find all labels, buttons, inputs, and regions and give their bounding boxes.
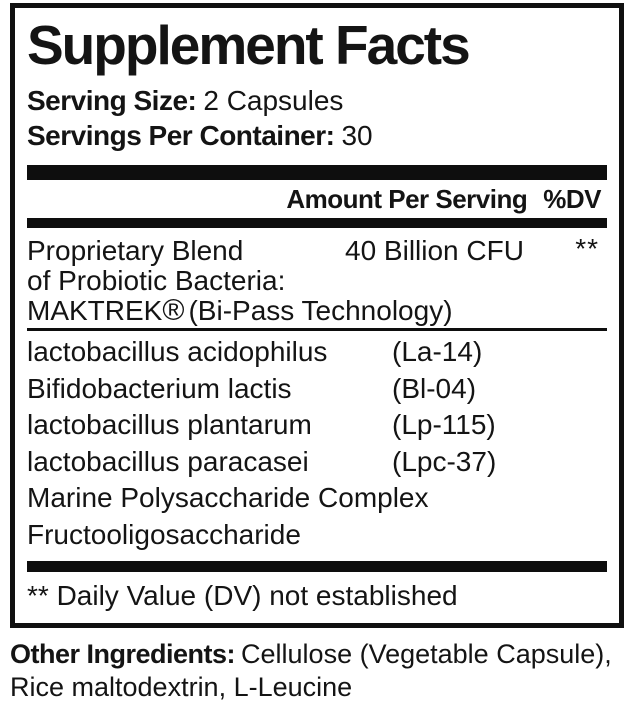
proprietary-blend-dv: **	[575, 233, 599, 264]
brand-technology: (Bi-Pass Technology)	[188, 295, 453, 326]
dv-header: %DV	[543, 184, 601, 214]
servings-per-container-line	[27, 118, 607, 153]
thick-rule-footnote	[27, 561, 607, 572]
serving-size-label: Serving Size:	[27, 85, 197, 116]
thick-rule-header	[27, 218, 607, 228]
serving-size-value: 2 Capsules	[203, 85, 344, 116]
strain-row	[27, 517, 607, 554]
brand-name: MAKTREK	[27, 295, 163, 326]
strain-code: (Lp-115)	[392, 409, 496, 440]
serving-info	[27, 83, 607, 153]
registered-trademark-symbol: ®	[162, 294, 185, 327]
other-ingredients-value: Cellulose (Vegetable Capsule), Rice maltodextrin, L-Leucine	[10, 639, 612, 702]
strain-name: Fructooligosaccharide	[27, 518, 301, 550]
strain-code: (Lpc-37)	[392, 445, 497, 477]
strain-name: Marine Polysaccharide Complex	[27, 482, 429, 513]
strain-row	[27, 480, 607, 517]
proprietary-blend-name: Proprietary Blend	[27, 235, 244, 266]
column-header-row	[27, 180, 607, 218]
strain-row	[27, 334, 607, 371]
dv-footnote: ** Daily Value (DV) not established	[27, 580, 458, 611]
strain-row	[27, 371, 607, 408]
strain-list	[27, 334, 607, 553]
strain-code: (La-14)	[392, 336, 483, 367]
supplement-facts-panel	[10, 3, 624, 628]
proprietary-blend-amount: 40 Billion CFU	[345, 235, 524, 266]
strain-name: lactobacillus plantarum	[27, 409, 312, 440]
strain-name: lactobacillus acidophilus	[27, 336, 328, 367]
proprietary-blend-brand-line	[27, 296, 607, 326]
proprietary-blend-name-line2: of Probiotic Bacteria:	[27, 265, 286, 296]
strain-code	[392, 517, 607, 554]
serving-size-line	[27, 83, 607, 118]
other-ingredients-label: Other Ingredients:	[10, 639, 236, 669]
strain-name: lactobacillus paracasei	[27, 445, 309, 477]
strain-row	[27, 444, 607, 481]
servings-per-container-label: Servings Per Container:	[27, 120, 335, 151]
proprietary-blend-section	[27, 228, 607, 328]
other-ingredients	[10, 638, 639, 704]
servings-per-container-value: 30	[341, 120, 373, 151]
strain-code	[429, 480, 607, 517]
strain-row	[27, 407, 607, 444]
strain-name: Bifidobacterium lactis	[27, 372, 292, 404]
amount-per-serving-header: Amount Per Serving	[286, 184, 528, 214]
proprietary-blend-row	[27, 233, 607, 266]
strain-code: (Bl-04)	[392, 372, 477, 404]
panel-title: Supplement Facts	[27, 14, 469, 76]
thick-rule-top	[27, 165, 607, 180]
thin-rule-strains	[27, 328, 607, 331]
